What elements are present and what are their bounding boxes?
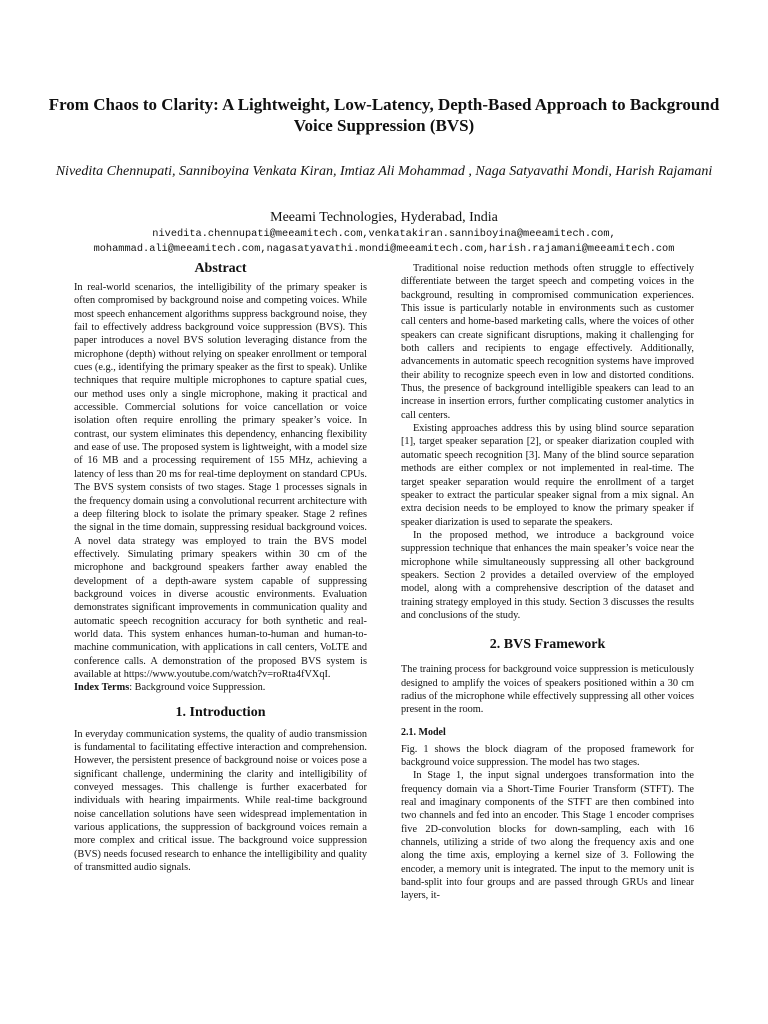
intro-paragraph-1: In everyday communication systems, the quality of audio transmission is fundamental to facilitating effective interaction and comprehension. However, the persistent presence of background noise or voices pose a significant challenge, undermining the clarity and intelligibility of conveyed messages. This challenge is further exacerbated for individuals with hearing impairments. While real-time background noise cancellation solutions have seen widespread implementation in various applications, the suppression of background voices remain a more complex and critical issue. The background voice suppression (BVS) needs focused research to enhance the intelligibility and quality of transmitted audio signals. — [74, 728, 367, 874]
paper-title: From Chaos to Clarity: A Lightweight, Low-Latency, Depth-Based Approach to Background Voice Suppression (BVS) — [48, 95, 720, 135]
framework-heading: 2. BVS Framework — [489, 637, 606, 653]
email-line-1: nivedita.chennupati@meeamitech.com,venkatakiran.sanniboyina@meeamitech.com, — [152, 228, 616, 240]
model-paragraph-1: Fig. 1 shows the block diagram of the proposed framework for background voice suppression. The model has two stages. — [401, 743, 694, 768]
intro-paragraph-3: Existing approaches address this by using blind source separation [1], target speaker separation [2], or speaker diarization coupled with automatic speech recognition [3]. Many of the blind source separation methods are either complex or not implemented in real-time. The target speaker separation would require the enrollment of a target speaker to extract the particular speaker signal from a mix signal. An extra decision needs to be employed to know the primary speaker if speaker diarization is used to separate the speakers. — [401, 423, 694, 528]
affiliation: Meeami Technologies, Hyderabad, India — [270, 210, 498, 225]
intro-paragraph-4: In the proposed method, we introduce a background voice suppression technique that enhances the main speaker’s voice near the microphone while simultaneously suppressing all other background speakers. Section 2 provides a detailed overview of the employed model, along with a comprehensive description of the dataset and training strategy employed in this study. Section 3 discusses the results and conclusions of the study. — [401, 529, 694, 621]
author-list: Nivedita Chennupati, Sanniboyina Venkata Kiran, Imtiaz Ali Mohammad , Naga Satyavathi Mondi, Harish Rajamani — [55, 164, 713, 179]
email-list — [20, 227, 748, 257]
left-column — [74, 260, 367, 874]
right-column — [401, 262, 694, 903]
index-terms-label: Index Terms — [74, 682, 130, 694]
model-paragraph-2: In Stage 1, the input signal undergoes transformation into the frequency domain via a Short-Time Fourier Transform (STFT). The real and imaginary components of the STFT are then combined into two channels and fed into an encoder. This Stage 1 encoder comprises five 2D-convolution blocks for down-sampling, each with 16 channels, utilizing a stride of two along the frequency axis and one along the time axis, employing a kernel size of 3. Following the encoder, a memory unit is integrated. The input to the memory unit is band-split into four groups and are passed through GRUs and linear layers, it- — [401, 770, 694, 902]
index-terms-text: : Background voice Suppression. — [129, 682, 266, 694]
abstract-heading: Abstract — [194, 261, 247, 276]
index-terms — [74, 681, 367, 694]
introduction-heading: 1. Introduction — [175, 704, 266, 720]
abstract-text: In real-world scenarios, the intelligibility of the primary speaker is often compromised by background noise and competing voices. While most speech enhancement algorithms suppress background noise, they fail to effectively address background voice suppression (BVS). This paper introduces a novel BVS solution leveraging distance from the microphone (depth) without relying on speaker enrollment or temporal cues (e.g., identifying the primary speaker as the first to speak). Unlike techniques that require multiple microphones to capture spatial cues, our method uses only a single microphone, making it practical and accessible. Commercial solutions for voice cancellation or voice isolation often require enrolling the primary speaker’s voice. In contrast, our system eliminates this dependency, enhancing flexibility and ease of use. The proposed system is lightweight, with a model size of 16 MB and a processing requirement of 155 MHz, achieving a latency of less than 20 ms for real-time deployment on standard CPUs. The BVS system consists of two stages. Stage 1 processes signals in the frequency domain using a convolutional recurrent architecture with a deep filtering block to isolate the primary speaker. Stage 2 refines the signal in the time domain, suppressing residual background voices. A novel data strategy was employed to train the BVS model effectively. Simulating primary speakers within 30 cm of the microphone and background speakers farther away enabled the development of a depth-aware system capable of suppressing background voices in diverse acoustic environments. Evaluation demonstrates significant improvements in communication quality and automatic speech recognition accuracy for both synthetic and real-world data. This system enhances human-to-human and human-to-machine communication, with applications in call centers, VoLTE and conference calls. A demonstration of the proposed BVS system is available at https://www.youtube.com/watch?v=roRta4fVXqI. — [74, 282, 367, 680]
email-line-2: mohammad.ali@meeamitech.com,nagasatyavathi.mondi@meeamitech.com,harish.rajamani@meeamitech.com — [93, 243, 675, 255]
model-heading: 2.1. Model — [401, 726, 446, 738]
intro-paragraph-2: Traditional noise reduction methods often struggle to effectively differentiate between the target speech and competing voices in the background, resulting in compromised communication experiences. This issue is particularly notable in environments such as customer call centers and home-based marketing calls, where the voices of other speakers can create significant disruptions, making it challenging for both callers and recipients to engage effectively. Additionally, advancements in automatic speech recognition systems have improved their ability to recognize speech even in low and distorted conditions. Thus, the presence of background intelligible speakers can lead to an increase in insertion errors, further complicating customer analytics in call centers. — [401, 263, 694, 421]
framework-paragraph-1: The training process for background voice suppression is meticulously designed to amplify the voices of speakers positioned within a 30 cm radius of the microphone while effectively suppressing all other voices present in the room. — [401, 664, 694, 716]
